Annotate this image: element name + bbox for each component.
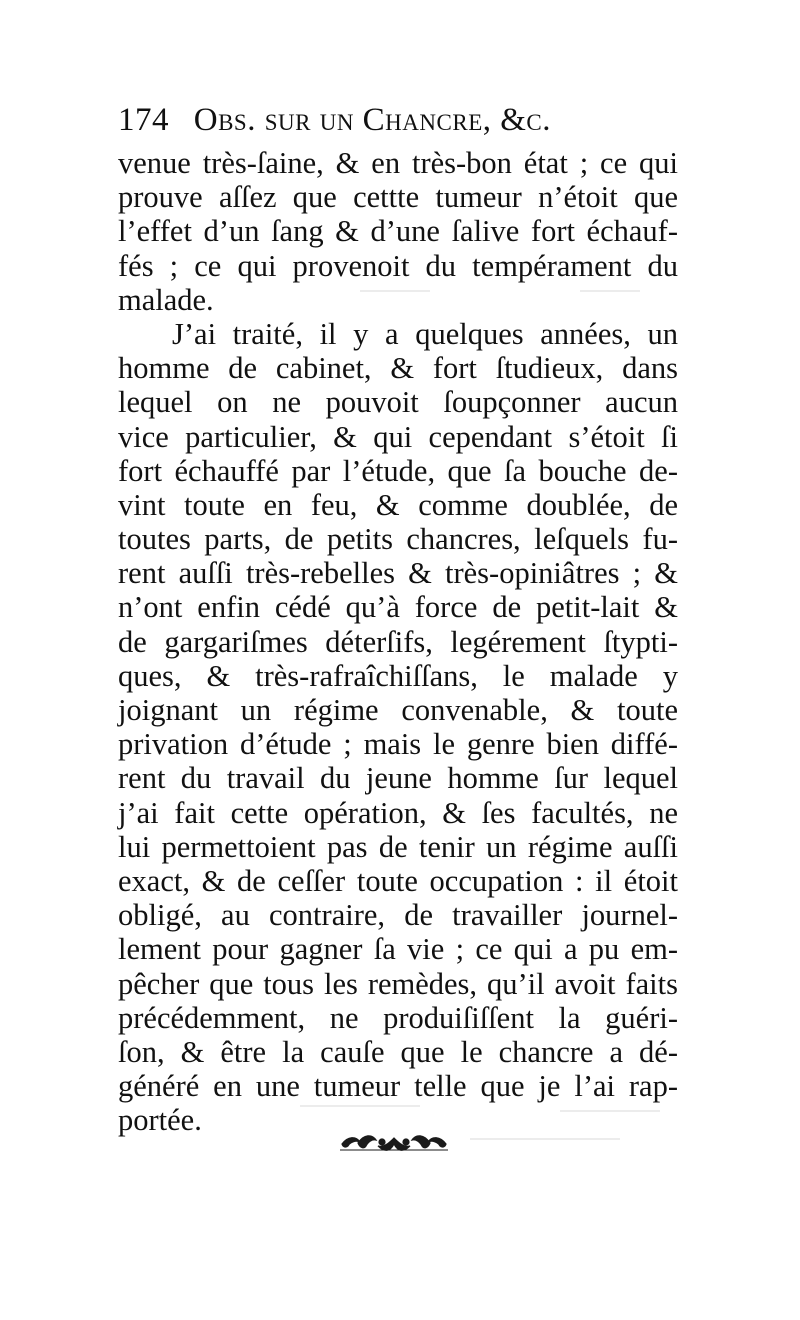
text-line: vint toute en feu, & comme doublée, de bbox=[118, 487, 678, 522]
text-line: lequel on ne pouvoit ſoupçonner aucun bbox=[118, 385, 678, 420]
text-line: venue très-ſaine, & en très-bon état ; ce qui bbox=[118, 146, 678, 180]
text-line: rent du travail du jeune homme ſur lequel bbox=[118, 761, 678, 796]
text-line: toutes parts, de petits chancres, leſquels fu- bbox=[118, 522, 678, 557]
text-line: obligé, au contraire, de travailler journel- bbox=[118, 898, 678, 933]
text-line: généré en une tumeur telle que je l’ai rap- bbox=[118, 1069, 678, 1104]
text-line: ques, & très-rafraîchiſſans, le malade y bbox=[118, 658, 678, 693]
text-line: pêcher que tous les remèdes, qu’il avoit faits bbox=[118, 966, 678, 1001]
text-line: exact, & de ceſſer toute occupation : il étoit bbox=[118, 863, 678, 898]
text-line: ſon, & être la cauſe que le chancre a dé- bbox=[118, 1034, 678, 1069]
text-line: vice particulier, & qui cependant s’étoit ſi bbox=[118, 419, 678, 454]
text-line: de gargariſmes déterſifs, legérement ſtypti- bbox=[118, 624, 678, 659]
text-line: joignant un régime convenable, & toute bbox=[118, 693, 678, 727]
text-line: fés ; ce qui provenoit du tempérament du bbox=[118, 248, 678, 283]
running-title: Obs. sur un Chancre, &c. bbox=[193, 102, 552, 138]
text-line: prouve aſſez que cettte tumeur n’étoit que bbox=[118, 180, 678, 215]
text-line: rent auſſi très-rebelles & très-opiniâtres ; & bbox=[118, 556, 678, 591]
text-line: n’ont enfin cédé qu’à force de petit-lait & bbox=[118, 590, 678, 625]
running-header bbox=[118, 102, 678, 142]
text-line: l’effet d’un ſang & d’une ſalive fort échauf- bbox=[118, 214, 678, 249]
text-line: J’ai traité, il y a quelques années, un bbox=[172, 316, 678, 351]
page-number: 174 bbox=[118, 102, 169, 138]
text-line: privation d’étude ; mais le genre bien diffé- bbox=[118, 727, 678, 762]
text-line: lui permettoient pas de tenir un régime auſſi bbox=[118, 829, 678, 864]
text-line: homme de cabinet, & fort ſtudieux, dans bbox=[118, 351, 678, 386]
text-line: j’ai fait cette opération, & ſes facultés, ne bbox=[118, 795, 678, 830]
body-text bbox=[118, 146, 678, 1137]
text-line: lement pour gagner ſa vie ; ce qui a pu em- bbox=[118, 932, 678, 967]
text-line: portée. bbox=[118, 1103, 202, 1138]
text-line: malade. bbox=[118, 282, 214, 317]
text-line: précédemment, ne produiſiſſent la guéri- bbox=[118, 1000, 678, 1035]
text-line: fort échauffé par l’étude, que ſa bouche de- bbox=[118, 453, 678, 488]
fleuron-tailpiece-icon bbox=[338, 1130, 450, 1156]
